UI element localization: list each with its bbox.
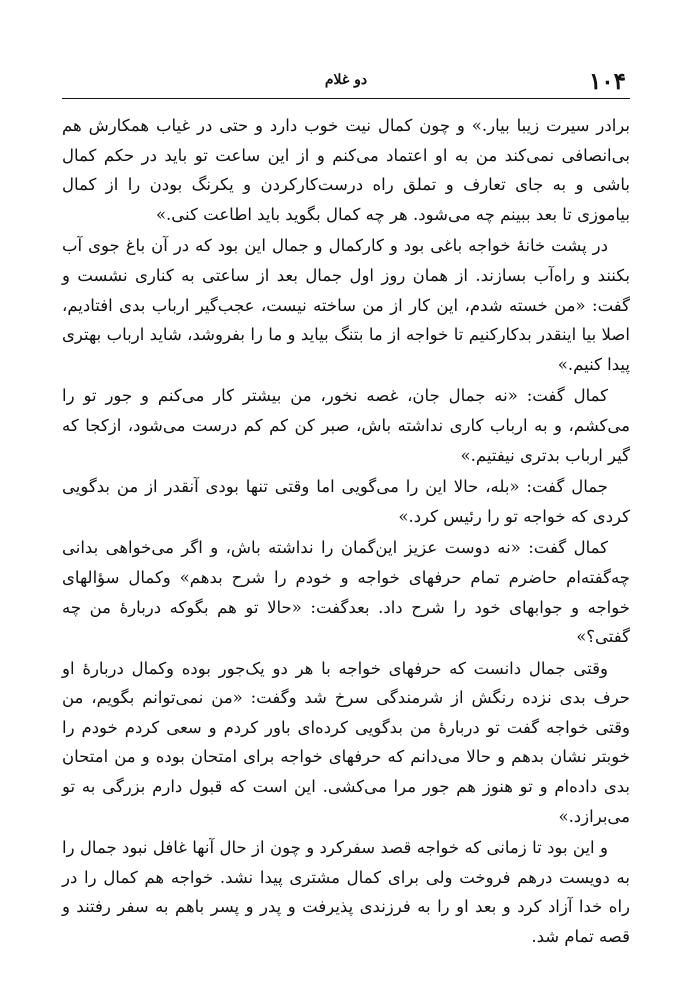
paragraph-7: و این بود تا زمانی که خواجه قصد سفرکرد و چون از حال آنها غافل نبود جمال را به دویست درهم فروخت ولی برای کمال مشتری پیدا نشد. خواجه هم کمال را در راه خدا آزاد کرد و بعد او را به فرزندی پذیرفت و پدر و پسر باهم به سفر رفتند و قصه تمام شد. bbox=[62, 838, 630, 947]
paragraph-6: وقتی جمال دانست که حرفهای خواجه با هر دو یک‌جور بوده وکمال دربارهٔ او حرف بدی نزده رنگش از شرمندگی سرخ شد وگفت: «من نمی‌توانم بگویم، من وقتی خواجه گفت تو دربارهٔ من بدگویی کرده‌ای باور کردم و سعی کردم خودم را خوبتر نشان بدهم و حالا می‌دانم که حرفهای خواجه برای امتحان بوده و من امتحان بدی داده‌ام و تو هنوز هم جور مرا می‌کشی. این است که قبول دارم بزرگی به تو می‌برازد.» bbox=[62, 658, 630, 826]
running-title: دو غلام bbox=[324, 72, 368, 88]
paragraph-5: کمال گفت: «نه دوست عزیز این‌گمان را نداشته باش، و اگر می‌خواهی بدانی چه‌گفته‌ام حاضرم تمام حرفهای خواجه و خودم را شرح بدهم» وکمال سؤالهای خواجه و جوابهای خود را شرح داد. بعدگفت: «حالا تو هم بگوکه دربارهٔ من چه گفتی؟» bbox=[62, 538, 630, 647]
paragraph-1: برادر سیرت زیبا بیار.» و چون کمال نیت خوب دارد و حتی در غیاب همکارش هم بی‌انصافی نمی‌کند من به او اعتماد می‌کنم و از این ساعت تو باید در حکم کمال باشی و به جای تعارف و تملق راه درست‌کارکردن و یکرنگ بودن را از کمال بیاموزی تا بعد ببینم چه می‌شود. هر چه کمال بگوید باید اطاعت کنی.» bbox=[62, 116, 630, 224]
book-page bbox=[62, 60, 630, 960]
page-body bbox=[62, 111, 630, 952]
paragraph-2: در پشت خانهٔ خواجه باغی بود و کارکمال و جمال این بود که در آن باغ جوی آب بکنند و راه‌آب بسازند. از همان روز اول جمال بعد از ساعتی به کناری نشست و گفت: «من خسته شدم، این کار از من ساخته نیست، عجب‌گیر ارباب بدی افتادیم، اصلا بیا اینقدر بدکارکنیم تا خواجه از ما بتنگ بیاید و ما را بفروشد، شاید ارباب بهتری پیدا کنیم.» bbox=[62, 236, 630, 374]
page-header bbox=[62, 60, 630, 99]
page-number: ۱۰۴ bbox=[588, 68, 626, 95]
paragraph-3: کمال گفت: «نه جمال جان، غصه نخور، من بیشتر کار می‌کنم و جور تو را می‌کشم، و به ارباب کاری نداشته باش، صبر کن کم کم درست می‌شود، ازکجا که گیر ارباب بدتری نیفتیم.» bbox=[62, 386, 630, 465]
paragraph-4: جمال گفت: «بله، حالا این را می‌گویی اما وقتی تنها بودی آنقدر از من بدگویی کردی که خواجه تو را رئیس کرد.» bbox=[62, 477, 630, 526]
